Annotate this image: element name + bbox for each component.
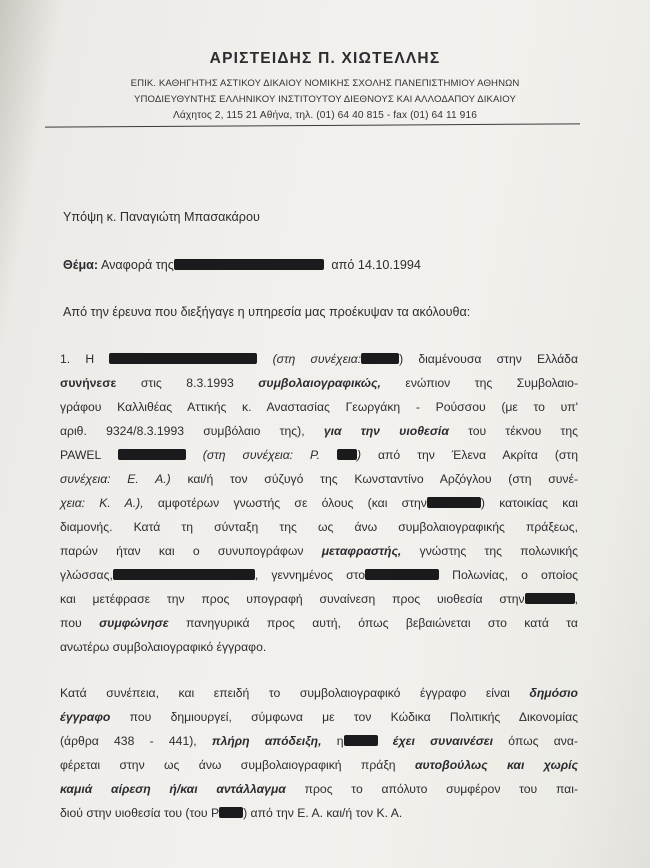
subject-text-before: Αναφορά της [100, 258, 174, 272]
redaction-mark [174, 259, 324, 270]
para1-line: χεια: Κ. Α.), αμφοτέρων γνωστής σε όλους (και στην ) κατοικίας και [60, 496, 578, 510]
para1-line: γλώσσας, , γεννημένος στο Πολωνίας, ο οποίος [60, 568, 578, 582]
para1-line: PAWEL (στη συνέχεια: Ρ. ) από την Έλενα Ακρίτα (στη [60, 448, 579, 462]
para2-line: φέρεται στην ως άνω συμβολαιογραφική πράξη αυτοβούλως και χωρίς [60, 758, 578, 772]
subject-line [63, 258, 421, 272]
redaction-mark [427, 497, 481, 508]
para1-line: γράφου Καλλιθέας Αττικής κ. Αναστασίας Γεωργάκη - Ρούσσου (με το υπ' [60, 400, 578, 414]
para1-line: 1. Η (στη συνέχεια: ) διαμένουσα στην Ελλάδα [60, 352, 579, 366]
subject-date: από 14.10.1994 [331, 258, 421, 272]
para1-line: ανωτέρω συμβολαιογραφικό έγγραφο. [60, 640, 267, 654]
redaction-mark [525, 593, 575, 604]
letterhead-rule [45, 123, 580, 128]
para1-line: παρών ήταν και ο συνυπογράφων μεταφραστής, γνώστης της πολωνικής [60, 544, 579, 558]
letterhead-title-2: ΥΠΟΔΙΕΥΘΥΝΤΗΣ ΕΛΛΗΝΙΚΟΥ ΙΝΣΤΙΤΟΥΤΟΥ ΔΙΕΘΝΟΥΣ ΚΑΙ ΑΛΛΟΔΑΠΟΥ ΔΙΚΑΙΟΥ [134, 94, 516, 105]
redaction-mark [344, 735, 378, 746]
redaction-mark [113, 569, 255, 580]
redaction-mark [361, 353, 399, 364]
letterhead-name: ΑΡΙΣΤΕΙΔΗΣ Π. ΧΙΩΤΕΛΛΗΣ [209, 50, 441, 67]
redaction-mark [337, 449, 357, 460]
redaction-mark [365, 569, 439, 580]
para1-line: και μετέφρασε την προς υπογραφή συναίνεση προς υιοθεσία στην , [60, 592, 578, 606]
redaction-mark [109, 353, 257, 364]
intro-line: Από την έρευνα που διεξήγαγε η υπηρεσία μας προέκυψαν τα ακόλουθα: [63, 305, 471, 319]
para1-line: αριθ. 9324/8.3.1993 συμβόλαιο της), για την υιοθεσία του τέκνου της [60, 424, 578, 438]
letterhead-title-1: ΕΠΙΚ. ΚΑΘΗΓΗΤΗΣ ΑΣΤΙΚΟΥ ΔΙΚΑΙΟΥ ΝΟΜΙΚΗΣ ΣΧΟΛΗΣ ΠΑΝΕΠΙΣΤΗΜΙΟΥ ΑΘΗΝΩΝ [130, 78, 520, 89]
para2-line: Κατά συνέπεια, και επειδή το συμβολαιογραφικό έγγραφο είναι δημόσιο [60, 686, 579, 700]
attention-line: Υπόψη κ. Παναγιώτη Μπασακάρου [63, 210, 260, 224]
redaction-mark [219, 807, 243, 818]
para1-line: συνήνεσε στις 8.3.1993 συμβολαιογραφικώς, ενώπιον της Συμβολαιο- [60, 376, 579, 390]
para1-line: συνέχεια: Ε. Α.) και/ή τον σύζυγό της Κωνσταντίνο Αρζόγλου (στη συνέ- [60, 472, 578, 486]
para1-line: που συμφώνησε πανηγυρικά προς αυτή, όπως βεβαιώνεται στο κατά τα [60, 616, 578, 630]
letterhead-address: Λάχητος 2, 115 21 Αθήνα, τηλ. (01) 64 40 815 - fax (01) 64 11 916 [173, 110, 477, 121]
para2-line: έγγραφο που δημιουργεί, σύμφωνα με τον Κώδικα Πολιτικής Δικονομίας [60, 710, 578, 724]
para2-line: καμιά αίρεση ή/και αντάλλαγμα προς το απόλυτο συμφέρον του παι- [60, 782, 578, 796]
para1-line: διαμονής. Κατά τη σύνταξη της ως άνω συμβολαιογραφικής πράξεως, [60, 520, 578, 534]
para2-line: διού στην υιοθεσία του (του Ρ ) από την Ε. Α. και/ή τον Κ. Α. [60, 806, 403, 820]
redaction-mark [118, 449, 186, 460]
para2-line: (άρθρα 438 - 441), πλήρη απόδειξη, η έχει συναινέσει όπως ανα- [60, 734, 578, 748]
subject-label: Θέμα: [63, 258, 99, 272]
